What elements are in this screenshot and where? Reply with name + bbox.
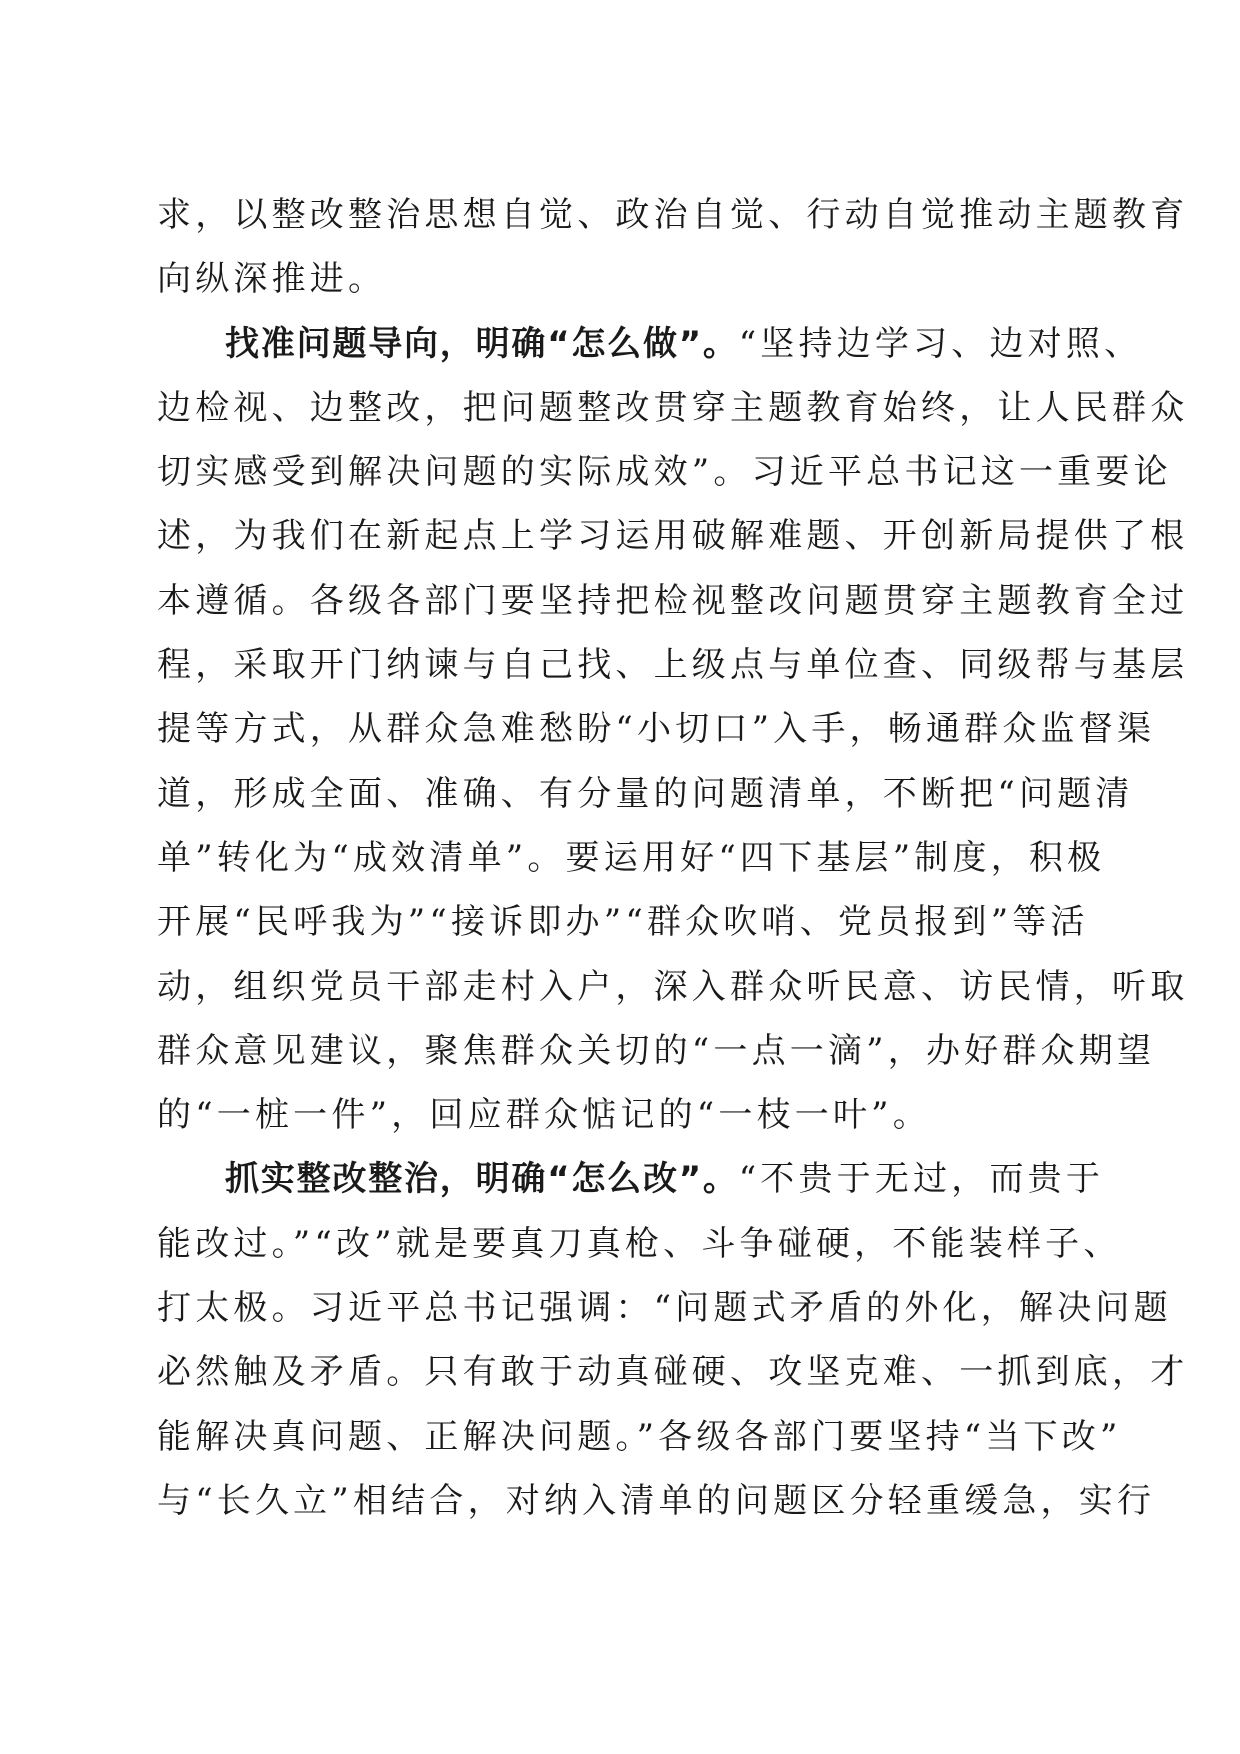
paragraph-3-line-3: 打太极。习近平总书记强调：“问题式矛盾的外化，解决问题 (157, 1288, 1172, 1329)
paragraph-2-line-8: 道，形成全面、准确、有分量的问题清单，不断把“问题清 (157, 773, 1134, 814)
paragraph-3-line-4: 必然触及矛盾。只有敢于动真碰硬、攻坚克难、一抓到底，才 (157, 1352, 1189, 1393)
paragraph-1-line-2: 向纵深推进。 (157, 259, 387, 300)
paragraph-3-first-line-rest: “不贵于无过，而贵于 (738, 1159, 1105, 1200)
paragraph-2-line-4: 述，为我们在新起点上学习运用破解难题、开创新局提供了根 (157, 516, 1189, 557)
paragraph-1-line-1: 求，以整改整治思想自觉、政治自觉、行动自觉推动主题教育 (157, 195, 1189, 235)
paragraph-3-heading: 抓实整改整治，明确“怎么改”。 (225, 1159, 739, 1200)
paragraph-2-heading: 找准问题导向，明确“怎么做”。 (225, 323, 739, 364)
paragraph-2-line-11: 动，组织党员干部走村入户，深入群众听民意、访民情，听取 (157, 966, 1189, 1007)
paragraph-3-line-1 (157, 1147, 1105, 1211)
paragraph-2-line-7: 提等方式，从群众急难愁盼“小切口”入手，畅通群众监督渠 (157, 709, 1156, 750)
paragraph-2-line-1 (157, 312, 1143, 376)
paragraph-2-line-13: 的“一桩一件”，回应群众惦记的“一枝一叶”。 (157, 1095, 931, 1136)
paragraph-2-line-9: 单”转化为“成效清单”。要运用好“四下基层”制度，积极 (157, 837, 1106, 878)
paragraph-2-first-line-rest: “坚持边学习、边对照、 (738, 323, 1143, 364)
paragraph-2-line-2: 边检视、边整改，把问题整改贯穿主题教育始终，让人民群众 (157, 387, 1189, 428)
paragraph-2-line-5: 本遵循。各级各部门要坚持把检视整改问题贯穿主题教育全过 (157, 580, 1189, 621)
paragraph-3-line-2: 能改过。”“改”就是要真刀真枪、斗争碰硬，不能装样子、 (157, 1223, 1122, 1264)
paragraph-3-line-6: 与“长久立”相结合，对纳入清单的问题区分轻重缓急，实行 (157, 1480, 1156, 1521)
paragraph-2-line-3: 切实感受到解决问题的实际成效”。习近平总书记这一重要论 (157, 452, 1172, 493)
paragraph-2-line-10: 开展“民呼我为”“接诉即办”“群众吹哨、党员报到”等活 (157, 902, 1089, 943)
paragraph-2-line-6: 程，采取开门纳谏与自己找、上级点与单位查、同级帮与基层 (157, 645, 1189, 686)
paragraph-2-line-12: 群众意见建议，聚焦群众关切的“一点一滴”，办好群众期望 (157, 1030, 1156, 1071)
paragraph-3-line-5: 能解决真问题、正解决问题。”各级各部门要坚持“当下改” (157, 1416, 1122, 1457)
article-body (157, 183, 1189, 1533)
